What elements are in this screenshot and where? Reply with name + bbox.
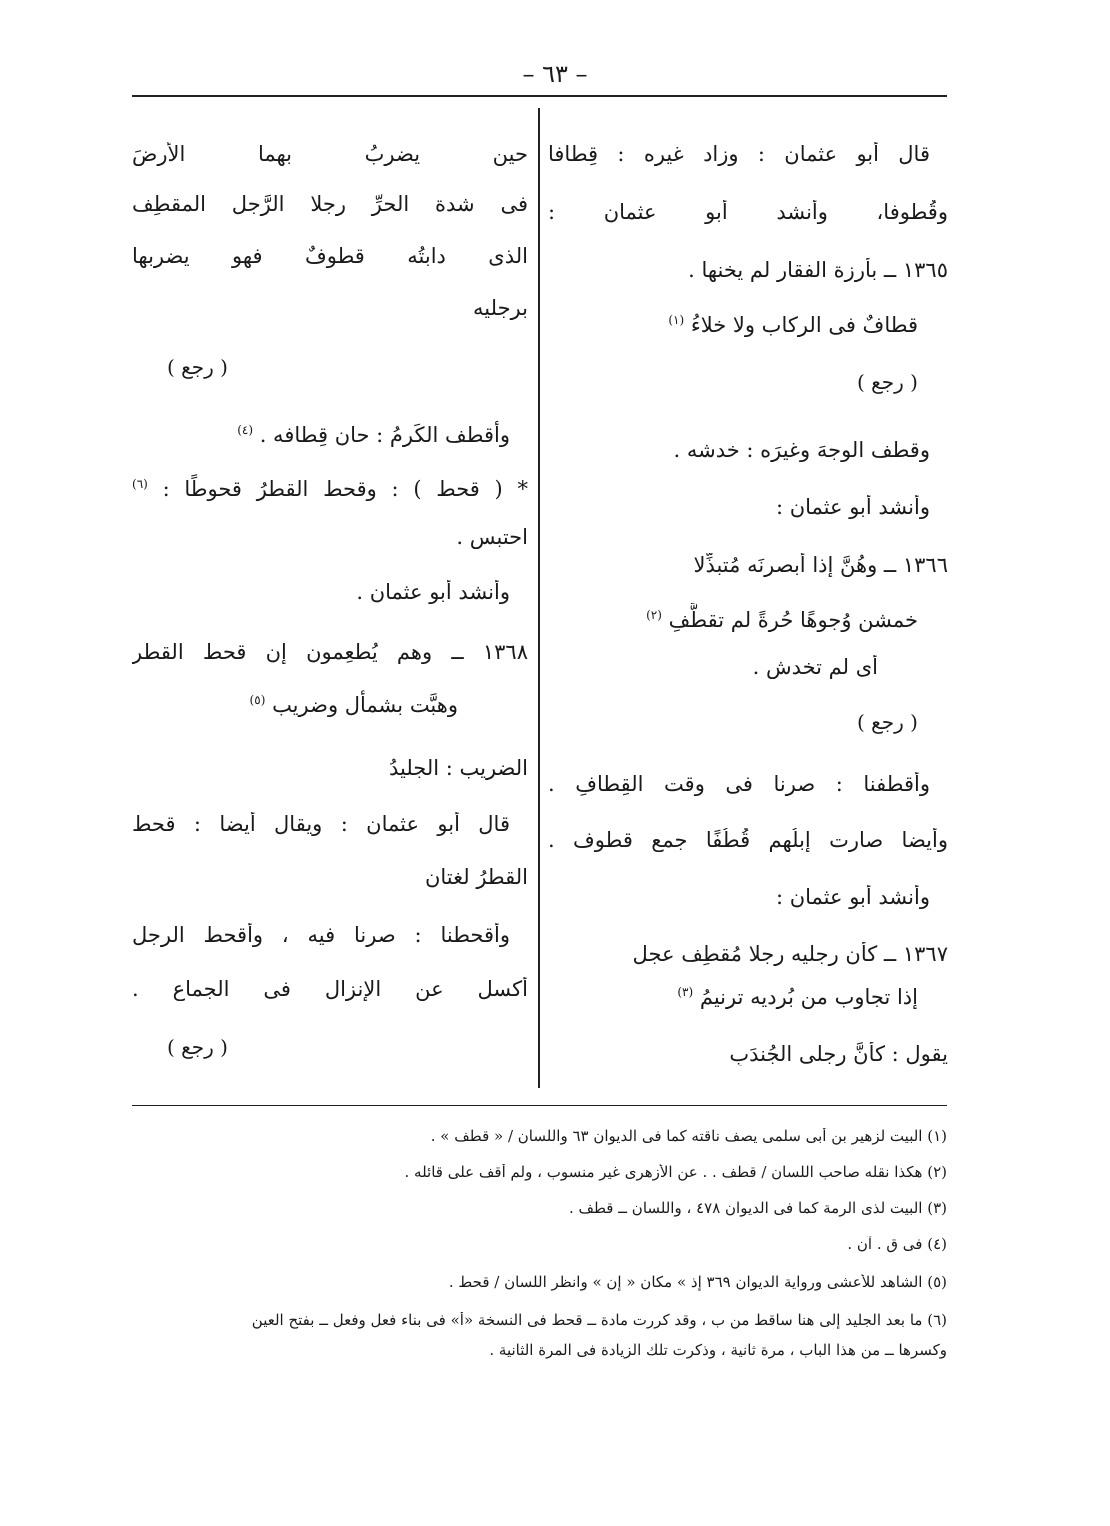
verse-text: خمشن وُجوهًا حُرةً لم تقطَّفِ: [668, 608, 918, 632]
ref-marker: ( رجع ): [167, 355, 228, 379]
footnote: (٤) فى ق . آن .: [847, 1236, 947, 1253]
text-line: يقول : كأنَّ رجلى الجُندَبِ: [729, 1042, 948, 1066]
footnote-rule: [132, 1105, 947, 1106]
text-line: وأقحطنا : صرنا فيه ، وأقحط الرجل: [132, 923, 510, 947]
verse-line: [548, 308, 948, 337]
footnote-marker: (٣): [677, 985, 694, 999]
verse-line: [548, 258, 948, 282]
verse-text: ١٣٦٥ ــ بأرزة الفقار لم يخنها .: [688, 258, 948, 282]
footnote-marker: (٦): [132, 477, 148, 491]
ref-marker: ( رجع ): [857, 370, 918, 394]
verse-text: وهبَّت بشمأل وضريب: [272, 693, 458, 717]
footnote: وكسرها ــ من هذا الباب ، مرة ثانية ، وذكرت تلك الزيادة فى المرة الثانية .: [489, 1342, 947, 1359]
text-line: وأيضا صارت إبلُهم قُطُفًا جمع قطوف .: [548, 828, 948, 852]
text-line: [132, 418, 528, 447]
verse-text: ١٣٦٦ ــ وهُنَّ إذا أبصرنَه مُتبذِّلا: [693, 553, 948, 577]
text-line: فى شدة الحرِّ رجلا الرَّجل المقطِف: [132, 192, 528, 216]
verse-text: إذا تجاوب من بُرديه ترنيمُ: [699, 985, 918, 1009]
header-rule: [132, 95, 947, 97]
text-line: وأنشد أبو عثمان .: [356, 580, 510, 604]
text-line: [132, 472, 528, 501]
text-line: حين يضربُ بهما الأرضَ: [132, 142, 528, 166]
text-line: قال أبو عثمان : وزاد غيره : قِطافا: [548, 142, 930, 166]
text-line: احتبس .: [456, 525, 528, 549]
verse-line: [548, 603, 948, 632]
text-segment: * ( قحط ) : وقحط القطرُ قحوطًا :: [162, 477, 528, 501]
text-line: أكسل عن الإنزال فى الجماع .: [132, 977, 528, 1001]
verse-line: [548, 980, 948, 1009]
page-number-text: ٦٣: [542, 60, 568, 88]
verse-line: ١٣٦٨ ــ وهم يُطعِمون إن قحط القطر: [132, 640, 528, 664]
footnote-marker: (١): [668, 313, 685, 327]
page-number-dash-right: –: [522, 60, 535, 88]
footnote: (٣) البيت لذى الرمة كما فى الديوان ٤٧٨ ، واللسان ــ قطف .: [568, 1200, 947, 1217]
footnote: (٥) الشاهد للأعشى ورواية الديوان ٣٦٩ إذ » مكان « إن » وانظر اللسان / قحط .: [448, 1274, 947, 1291]
column-divider: [538, 108, 540, 1088]
text-line: وقطف الوجهَ وغيرَه : خدشه .: [673, 438, 930, 462]
ref-marker: ( رجع ): [857, 710, 918, 734]
text-line: برجليه: [473, 296, 528, 320]
verse-text: ١٣٦٧ ــ كأن رجليه رجلا مُقطِف عجل: [632, 942, 948, 966]
text-line: وأنشد أبو عثمان :: [775, 885, 930, 909]
text-line: قال أبو عثمان : ويقال أيضا : قحط: [132, 812, 510, 836]
footnote: (٢) هكذا نقله صاحب اللسان / قطف . . عن الأزهرى غير منسوب ، ولم أقف على قائله .: [404, 1164, 947, 1181]
text-line: وقُطوفا، وأنشد أبو عثمان :: [548, 200, 948, 224]
verse-line: [548, 942, 948, 966]
text-line: أى لم تخدش .: [752, 655, 878, 679]
ref-marker: ( رجع ): [167, 1035, 228, 1059]
page-number-dash-left: –: [575, 60, 588, 88]
text-line: وأنشد أبو عثمان :: [775, 495, 930, 519]
verse-line: [132, 688, 528, 717]
footnote-marker: (٥): [249, 693, 266, 707]
page-number: [0, 60, 1110, 88]
text-line: الذى دابتُه قطوفٌ فهو يضربها: [132, 244, 528, 268]
text-line: الضريب : الجليدُ: [388, 756, 528, 780]
footnote: (٦) ما بعد الجليد إلى هنا ساقط من ب ، وقد كررت مادة ــ قحط فى النسخة «أ» فى بناء فعل وفعل ــ بفتح العين: [251, 1312, 947, 1329]
footnote-marker: (٤): [237, 423, 254, 437]
text-segment: وأقطف الكَرمُ : حان قِطافه .: [259, 423, 510, 447]
text-line: وأقطفنا : صرنا فى وقت القِطافِ .: [548, 772, 930, 796]
verse-text: قطافٌ فى الركاب ولا خلاءُ: [690, 313, 918, 337]
footnote-marker: (٢): [646, 608, 662, 622]
verse-line: [548, 553, 948, 577]
footnote: (١) البيت لزهير بن أبى سلمى يصف ناقته كما فى الديوان ٦٣ واللسان / « قطف » .: [430, 1128, 947, 1145]
text-line: القطرُ لغتان: [424, 865, 528, 889]
